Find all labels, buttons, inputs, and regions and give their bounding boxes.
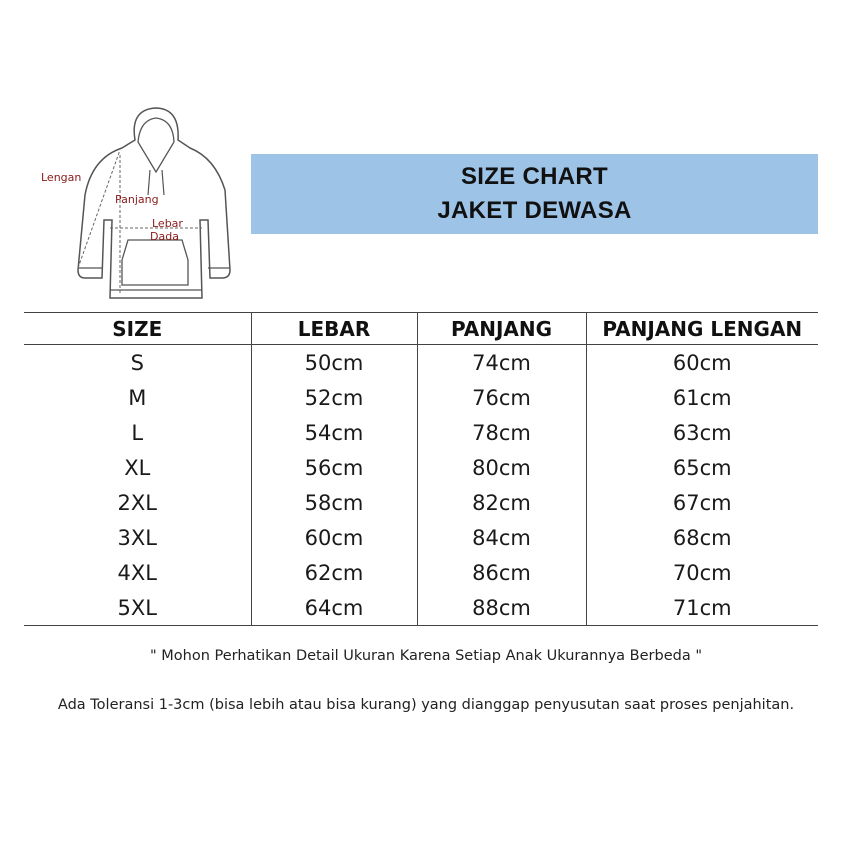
size-note: " Mohon Perhatikan Detail Ukuran Karena Setiap Anak Ukurannya Berbeda " [149, 648, 703, 664]
cell-size: L [131, 420, 144, 445]
cell-panjang-lengan: 70cm [586, 555, 818, 590]
cell-panjang-lengan: 60cm [586, 345, 818, 381]
hoodie-diagram [30, 100, 260, 310]
table-header-row [24, 313, 818, 345]
cell-panjang-lengan: 71cm [586, 590, 818, 626]
cell-panjang: 78cm [417, 415, 586, 450]
table-row [24, 555, 818, 590]
cell-lebar: 52cm [251, 380, 417, 415]
title-line2: JAKET DEWASA [437, 197, 632, 224]
cell-panjang: 82cm [417, 485, 586, 520]
size-table [24, 312, 818, 626]
header-panjang: PANJANG [417, 313, 586, 345]
tolerance-note: Ada Toleransi 1-3cm (bisa lebih atau bisa kurang) yang dianggap penyusutan saat proses penjahitan. [57, 697, 795, 713]
cell-panjang: 80cm [417, 450, 586, 485]
cell-size: M [128, 385, 147, 410]
cell-panjang: 88cm [417, 590, 586, 626]
table-row [24, 485, 818, 520]
cell-lebar: 60cm [251, 520, 417, 555]
cell-size: 5XL [24, 590, 251, 626]
table-row [24, 415, 818, 450]
cell-size: 2XL [117, 490, 157, 515]
header-panjang-lengan: PANJANG LENGAN [586, 313, 818, 345]
cell-lebar: 56cm [251, 450, 417, 485]
table-row [24, 590, 818, 626]
cell-panjang: 76cm [417, 380, 586, 415]
cell-lebar: 58cm [251, 485, 417, 520]
cell-lebar: 62cm [251, 555, 417, 590]
cell-lebar: 64cm [251, 590, 417, 626]
panjang-label: Panjang [115, 193, 159, 206]
lebar-dada-label-line2: Dada [150, 230, 179, 243]
title-banner [251, 154, 818, 234]
cell-panjang: 86cm [417, 555, 586, 590]
header-lebar: LEBAR [251, 313, 417, 345]
cell-panjang-lengan: 67cm [586, 485, 818, 520]
cell-panjang-lengan: 61cm [586, 380, 818, 415]
cell-lebar: 54cm [251, 415, 417, 450]
cell-panjang-lengan: 65cm [586, 450, 818, 485]
cell-lebar: 50cm [251, 345, 417, 381]
title-line1: SIZE CHART [461, 163, 608, 190]
table-row [24, 345, 818, 381]
cell-size: 3XL [117, 525, 157, 550]
lebar-dada-label-line1: Lebar [152, 217, 183, 230]
table-row [24, 450, 818, 485]
cell-size: S [130, 350, 144, 375]
header-size: SIZE [24, 313, 251, 345]
cell-panjang: 74cm [417, 345, 586, 381]
cell-size: XL [124, 455, 151, 480]
cell-panjang: 84cm [417, 520, 586, 555]
table-row [24, 520, 818, 555]
table-row [24, 380, 818, 415]
cell-panjang-lengan: 68cm [586, 520, 818, 555]
lengan-label: Lengan [41, 171, 82, 184]
cell-panjang-lengan: 63cm [586, 415, 818, 450]
cell-size: 4XL [117, 560, 157, 585]
